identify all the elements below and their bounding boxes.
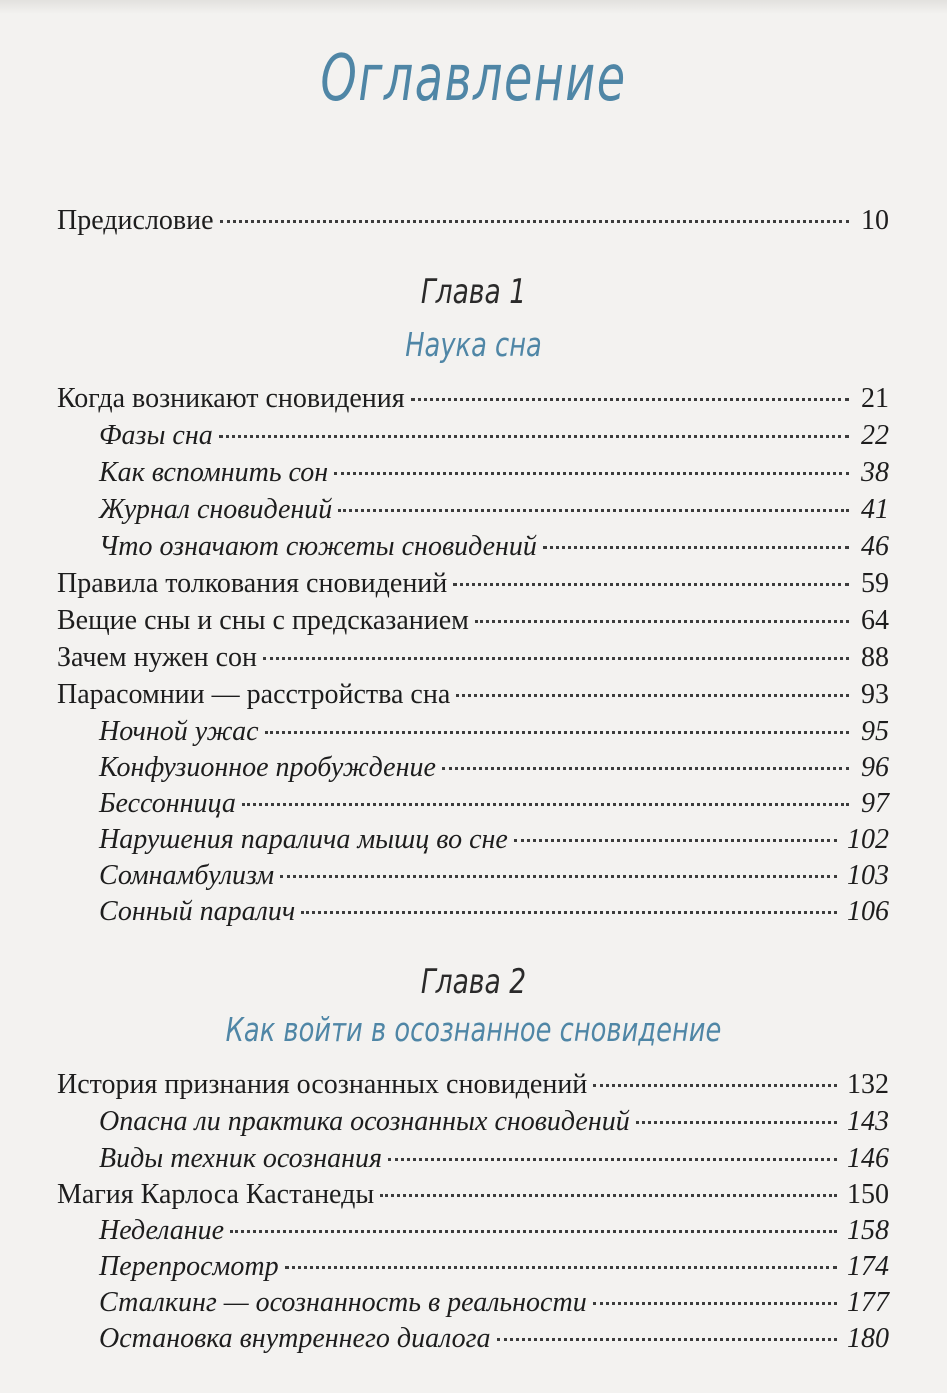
toc-entry-page: 180 [847, 1323, 889, 1354]
dot-leader [301, 911, 837, 914]
dot-leader [280, 875, 837, 878]
dot-leader [242, 803, 849, 806]
toc-entry-page: 38 [861, 457, 889, 488]
toc-entry-page: 143 [847, 1106, 889, 1137]
dot-leader [456, 694, 849, 697]
toc-entry[interactable] [57, 381, 889, 417]
dot-leader [475, 620, 849, 623]
dot-leader [593, 1302, 837, 1305]
dot-leader [543, 546, 849, 549]
dot-leader [411, 398, 849, 401]
toc-entry-label: Как вспомнить сон [99, 457, 329, 488]
toc-entry-page: 102 [847, 824, 889, 855]
dot-leader [219, 435, 849, 438]
dot-leader [338, 509, 849, 512]
toc-entry-label: Вещие сны и сны с предсказанием [57, 605, 469, 636]
dot-leader [453, 583, 849, 586]
toc-entry-label: Неделание [99, 1215, 225, 1246]
toc-entry-page: 103 [847, 860, 889, 891]
toc-entry-page: 41 [861, 494, 889, 525]
toc-entry-label: Журнал сновидений [99, 494, 333, 525]
dot-leader [285, 1266, 837, 1269]
toc-entry-label: Магия Карлоса Кастанеды [57, 1179, 375, 1210]
toc-entry-label: Опасна ли практика осознанных сновидений [99, 1106, 630, 1137]
toc-entry[interactable] [99, 858, 889, 894]
toc-entry-page: 146 [847, 1143, 889, 1174]
toc-entry[interactable] [99, 492, 889, 528]
toc-entry[interactable] [99, 894, 889, 930]
toc-entry[interactable] [99, 529, 889, 565]
toc-entry-page: 177 [847, 1287, 889, 1318]
toc-entry[interactable] [57, 603, 889, 639]
chapter-number: Глава 2 [420, 962, 527, 1002]
toc-entry-label: Зачем нужен сон [57, 642, 257, 673]
toc-entry[interactable] [99, 822, 889, 858]
toc-entry[interactable] [57, 566, 889, 602]
toc-entry-page: 21 [861, 383, 889, 414]
page-title: Оглавление [320, 42, 627, 116]
toc-entry-page: 59 [861, 568, 889, 599]
dot-leader [388, 1158, 837, 1161]
toc-entry[interactable] [99, 1285, 889, 1321]
toc-entry-label: Сомнамбулизм [99, 860, 275, 891]
toc-entry[interactable] [99, 1321, 889, 1357]
toc-entry-label: Что означают сюжеты сновидений [99, 531, 537, 562]
toc-entry-page: 158 [847, 1215, 889, 1246]
chapter-title: Как войти в осознанное сновидение [225, 1010, 722, 1049]
toc-entry-page: 22 [861, 420, 889, 451]
toc-entry-label: Парасомнии — расстройства сна [57, 679, 451, 710]
dot-leader [497, 1338, 837, 1341]
toc-entry[interactable] [99, 1141, 889, 1177]
toc-entry-label: Фазы сна [99, 420, 213, 451]
toc-entry[interactable] [99, 786, 889, 822]
toc-entry-label: Ночной ужас [99, 716, 259, 747]
toc-entry-label: Когда возникают сновидения [57, 383, 405, 414]
toc-entry-page: 174 [847, 1251, 889, 1282]
page-top-edge [0, 0, 947, 14]
toc-entry-page: 10 [861, 205, 889, 236]
toc-entry-page: 97 [861, 788, 889, 819]
toc-entry-page: 46 [861, 531, 889, 562]
toc-entry-label: Конфузионное пробуждение [99, 752, 436, 783]
toc-entry-page: 93 [861, 679, 889, 710]
toc-entry-label: Нарушения паралича мышц во сне [99, 824, 508, 855]
dot-leader [230, 1230, 837, 1233]
toc-entry-label: Перепросмотр [99, 1251, 279, 1282]
toc-entry-page: 106 [847, 896, 889, 927]
toc-entry[interactable] [57, 1177, 889, 1213]
toc-entry[interactable] [99, 455, 889, 491]
toc-entry-label: Бессонница [99, 788, 236, 819]
dot-leader [265, 731, 849, 734]
toc-entry-label: Сонный паралич [99, 896, 296, 927]
toc-entry[interactable] [99, 750, 889, 786]
toc-entry[interactable] [99, 1249, 889, 1285]
toc-entry[interactable] [57, 640, 889, 676]
dot-leader [263, 657, 849, 660]
toc-entry-label: Предисловие [57, 205, 214, 236]
dot-leader [593, 1084, 837, 1087]
toc-entry-label: История признания осознанных сновидений [57, 1069, 588, 1100]
dot-leader [380, 1194, 837, 1197]
dot-leader [442, 767, 849, 770]
toc-entry-page: 88 [861, 642, 889, 673]
toc-entry[interactable] [99, 1104, 889, 1140]
toc-entry-label: Сталкинг — осознанность в реальности [99, 1287, 587, 1318]
dot-leader [636, 1121, 837, 1124]
toc-entry[interactable] [57, 677, 889, 713]
toc-entry-label: Остановка внутреннего диалога [99, 1323, 491, 1354]
toc-entry-label: Правила толкования сновидений [57, 568, 448, 599]
toc-entry[interactable] [57, 1067, 889, 1103]
chapter-title: Наука сна [405, 325, 542, 364]
toc-entry-page: 96 [861, 752, 889, 783]
toc-entry-page: 64 [861, 605, 889, 636]
toc-entry-page: 132 [847, 1069, 889, 1100]
dot-leader [514, 839, 837, 842]
dot-leader [334, 472, 849, 475]
toc-entry[interactable] [99, 714, 889, 750]
toc-entry-preface[interactable] [57, 203, 889, 239]
dot-leader [220, 220, 849, 223]
toc-entry[interactable] [99, 1213, 889, 1249]
chapter-number: Глава 1 [420, 272, 527, 312]
toc-entry[interactable] [99, 418, 889, 454]
toc-entry-page: 95 [861, 716, 889, 747]
toc-entry-page: 150 [847, 1179, 889, 1210]
toc-entry-label: Виды техник осознания [99, 1143, 383, 1174]
